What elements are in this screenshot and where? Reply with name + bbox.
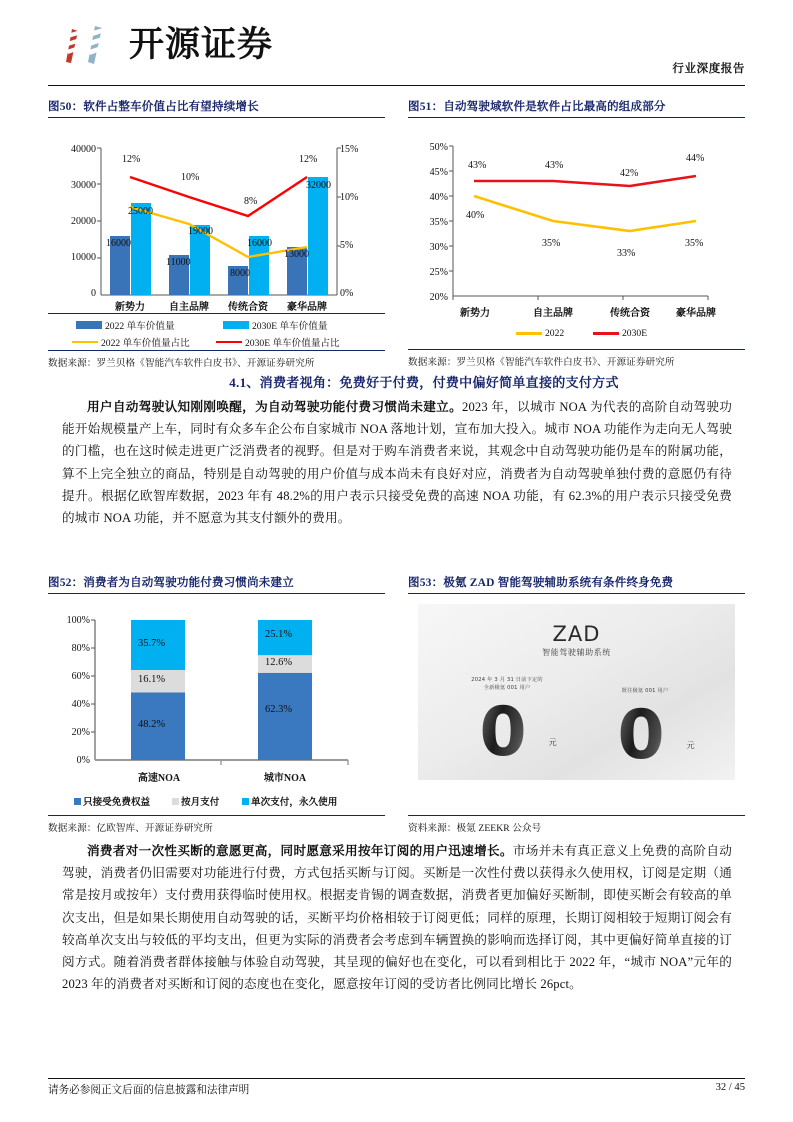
zad-promo-image: [418, 604, 735, 780]
y-tick-0: 0: [91, 288, 96, 299]
zad-caption-line1: 既往极氪 001 用户: [621, 688, 669, 694]
label-monthly-highway: 16.1%: [138, 674, 166, 685]
y-tick-40: 40%: [71, 699, 90, 710]
label-2030e-zizhu: 19000: [188, 226, 213, 237]
x-cat-haohua: 豪华品牌: [676, 308, 716, 319]
y2-tick-0: 0%: [340, 288, 354, 299]
y-tick-40000: 40000: [71, 144, 96, 155]
legend-swatch-line-yellow: [72, 341, 98, 344]
zad-price-unit: 元: [548, 738, 557, 747]
footer-page-number: 32 / 45: [715, 1082, 745, 1093]
label-monthly-city: 12.6%: [265, 657, 293, 668]
x-cat-hezi: 传统合资: [610, 308, 650, 319]
label-free-city: 62.3%: [265, 704, 293, 715]
line-2030e: [474, 176, 696, 186]
x-cat-haohua: 豪华品牌: [287, 302, 327, 313]
zad-brand: ZAD: [552, 622, 601, 646]
legend-2022-ratio: 2022 单车价值量占比: [72, 335, 190, 349]
y-tick-100: 100%: [66, 615, 90, 626]
section-heading-4-1: 4.1、消费者视角：免费好于付费，付费中偏好简单直接的支付方式: [229, 375, 619, 390]
label-2022-hezi: 33%: [617, 248, 636, 259]
label-2022-zizhu: 35%: [542, 238, 561, 249]
label-onetime-highway: 35.7%: [138, 638, 166, 649]
legend-2030e: 2030E: [593, 328, 647, 339]
figure-53-image-frame: [408, 594, 745, 816]
label-2030e-haohua: 44%: [686, 153, 705, 164]
figure-50: [48, 98, 385, 369]
y2-tick-5: 5%: [340, 240, 354, 251]
label-free-highway: 48.2%: [138, 719, 166, 730]
label-2030e-xinshili: 43%: [468, 160, 487, 171]
legend-swatch-line-red: [593, 332, 619, 335]
line-2022: [474, 196, 696, 231]
y-tick-10000: 10000: [71, 252, 96, 263]
x-cat-city-noa: 城市NOA: [263, 773, 307, 784]
figure-53-title: 图53：极氪 ZAD 智能驾驶辅助系统有条件终身免费: [408, 574, 745, 594]
report-type-tag: 行业深度报告: [672, 63, 745, 75]
legend-swatch-monthly: [172, 798, 179, 805]
footer-disclaimer: 请务必参阅正文后面的信息披露和法律声明: [48, 1085, 250, 1096]
legend-swatch-onetime: [242, 798, 249, 805]
figure-52-source: 数据来源：亿欧智库、开源证券研究所: [48, 823, 213, 834]
label-2030e-haohua: 32000: [306, 180, 331, 191]
figure-50-legend: [48, 314, 385, 350]
y-tick-0: 0%: [76, 755, 90, 766]
zad-subtitle: 智能驾驶辅助系统: [542, 648, 611, 657]
header-divider: [48, 85, 745, 86]
figure-51-plot: [408, 118, 745, 350]
x-cat-zizhu: 自主品牌: [169, 302, 209, 313]
paragraph-2-lead: 消费者对一次性买断的意愿更高，同时愿意采用按年订阅的用户迅速增长。: [87, 844, 513, 858]
y-tick-80: 80%: [71, 643, 90, 654]
label-2022-xinshili: 16000: [106, 238, 131, 249]
y2-tick-10: 10%: [340, 192, 359, 203]
legend-2022-value: 2022 单车价值量: [76, 318, 175, 332]
x-cat-xinshili: 新势力: [115, 302, 145, 313]
legend-swatch-line-red: [216, 341, 242, 344]
figure-53: [408, 574, 745, 834]
y-tick-30: 30%: [429, 242, 448, 253]
y2-tick-15: 15%: [340, 144, 359, 155]
legend-swatch-free: [74, 798, 81, 805]
page-header: [0, 0, 793, 88]
zad-caption-line1: 2024 年 3 月 31 日前下定的: [471, 677, 543, 683]
zad-price-value: 0: [479, 693, 527, 772]
label-2030e-hezi: 16000: [247, 238, 272, 249]
x-cat-zizhu: 自主品牌: [533, 308, 573, 319]
kaiyuan-wing-logo-icon: [62, 22, 120, 68]
y-tick-40: 40%: [429, 192, 448, 203]
legend-swatch-line-yellow: [516, 332, 542, 335]
label-2022-xinshili: 40%: [466, 210, 485, 221]
legend-onetime: 单次支付，永久使用: [242, 794, 337, 808]
label-2030e-hezi: 42%: [620, 168, 639, 179]
paragraph-1-lead: 用户自动驾驶认知刚刚唤醒，为自动驾驶功能付费习惯尚未建立。: [87, 400, 462, 414]
figure-51-source: 数据来源：罗兰贝格《智能汽车软件白皮书》、开源证券研究所: [408, 357, 675, 368]
x-cat-hezi: 传统合资: [228, 302, 268, 313]
y-tick-60: 60%: [71, 671, 90, 682]
paragraph-1: [62, 396, 732, 529]
figure-50-plot: [48, 118, 385, 314]
figure-52-plot: [48, 594, 385, 816]
label-2030e-zizhu: 43%: [545, 160, 564, 171]
footer-divider: [48, 1078, 745, 1079]
y-tick-45: 45%: [429, 167, 448, 178]
label-ratio-2030e-zizhu: 10%: [181, 172, 200, 183]
paragraph-1-body: 2023 年，以城市 NOA 为代表的高阶自动驾驶功能开始规模量产上车，同时有众多车企公布自家城市 NOA 落地计划，宣布加大投入。城市 NOA 功能作为走向无人驾驶的门槛，也在这时候走进更广泛消费者的视野。但是对于购车消费者来说，其观念中自动驾驶功能仍是车的附属功能，算不上完全独立的商品，特别是自动驾驶的用户价值与成本尚未有良好对应，消费者为自动驾驶单独付费的意愿仍有待提升。根据亿欧智库数据，2023 年有 48.2%的用户表示只接受免费的高速 NOA 功能，有 62.3%的用户表示只接受免费的城市 NOA 功能，并不愿意为其支付额外的费用。: [62, 400, 732, 526]
figure-50-source: 数据来源：罗兰贝格《智能汽车软件白皮书》、开源证券研究所: [48, 358, 315, 369]
legend-free: 只接受免费权益: [74, 794, 150, 808]
zad-column-existing-users: [590, 687, 700, 775]
zad-column-new-users: [452, 676, 562, 772]
paragraph-2: [62, 840, 732, 995]
y-tick-35: 35%: [429, 217, 448, 228]
x-cat-highway-noa: 高速NOA: [137, 773, 181, 784]
zad-price-unit: 元: [686, 741, 695, 750]
label-2030e-xinshili: 25000: [128, 206, 153, 217]
line-2022-ratio: [130, 207, 307, 257]
label-2022-hezi: 8000: [230, 268, 250, 279]
zad-caption-line2: 全新极氪 001 用户: [483, 685, 531, 691]
legend-swatch-bar-light: [223, 321, 249, 329]
y-tick-30000: 30000: [71, 180, 96, 191]
label-2022-haohua: 35%: [685, 238, 704, 249]
legend-2022: 2022: [516, 328, 564, 339]
zad-price-value: 0: [617, 696, 665, 775]
y-tick-50: 50%: [429, 142, 448, 153]
brand-name: 开源证券: [129, 24, 274, 65]
x-cat-xinshili: 新势力: [460, 308, 490, 319]
label-2022-zizhu: 11000: [166, 257, 191, 268]
figure-51: [408, 98, 745, 368]
figure-52: [48, 574, 385, 834]
figure-53-source: 资料来源：极氪 ZEEKR 公众号: [408, 823, 542, 834]
figure-52-svg: [48, 594, 385, 816]
stack-free-city: [258, 673, 312, 760]
label-onetime-city: 25.1%: [265, 629, 293, 640]
legend-monthly: 按月支付: [172, 794, 219, 808]
line-2030e-ratio: [130, 177, 307, 216]
y-tick-25: 25%: [429, 267, 448, 278]
label-ratio-2030e-hezi: 8%: [244, 196, 258, 207]
label-2022-haohua: 13000: [284, 249, 309, 260]
label-ratio-2030e-haohua: 12%: [299, 154, 318, 165]
figure-52-title: 图52：消费者为自动驾驶功能付费习惯尚未建立: [48, 574, 385, 594]
legend-2030e-value: 2030E 单车价值量: [223, 318, 327, 332]
legend-2030e-ratio: 2030E 单车价值量占比: [216, 335, 340, 349]
y-tick-20: 20%: [429, 292, 448, 303]
figure-50-svg: [48, 118, 385, 314]
figure-50-title: 图50：软件占整车价值占比有望持续增长: [48, 98, 385, 118]
y-tick-20: 20%: [71, 727, 90, 738]
brand-logo: [62, 22, 273, 68]
legend-swatch-bar-dark: [76, 321, 102, 329]
bar-2030e-haohua: [308, 177, 328, 295]
figure-51-title: 图51：自动驾驶域软件是软件占比最高的组成部分: [408, 98, 745, 118]
paragraph-2-body: 市场并未有真正意义上免费的高阶自动驾驶，消费者仍旧需要对功能进行付费，方式包括买断与订阅。买断是一次性付费以获得永久使用权，订阅是定期（通常是按月或按年）支付费用获得临时使用权。根据麦肯锡的调查数据，消费者更加偏好买断制，即使买断会有较高的单次支出，但是如果长期使用自动驾驶的话，买断平均价格相较于订阅更低；同样的原理，长期订阅相较于短期订阅会有较高单次支出与较低的平均支出，但更为实际的消费者会考虑到车辆置换的影响而选择订阅，其中更偏好简单直接的订阅方式。随着消费者群体接触与体验自动驾驶，其呈现的偏好也在变化，可以看到相比于 2022 年，“城市 NOA”元年的 2023 年的消费者对买断和订阅的态度也在变化，愿意按年订阅的受访者比例同比增长 26pct。: [62, 844, 732, 992]
label-ratio-2030e-xinshili: 12%: [122, 154, 141, 165]
y-tick-20000: 20000: [71, 216, 96, 227]
